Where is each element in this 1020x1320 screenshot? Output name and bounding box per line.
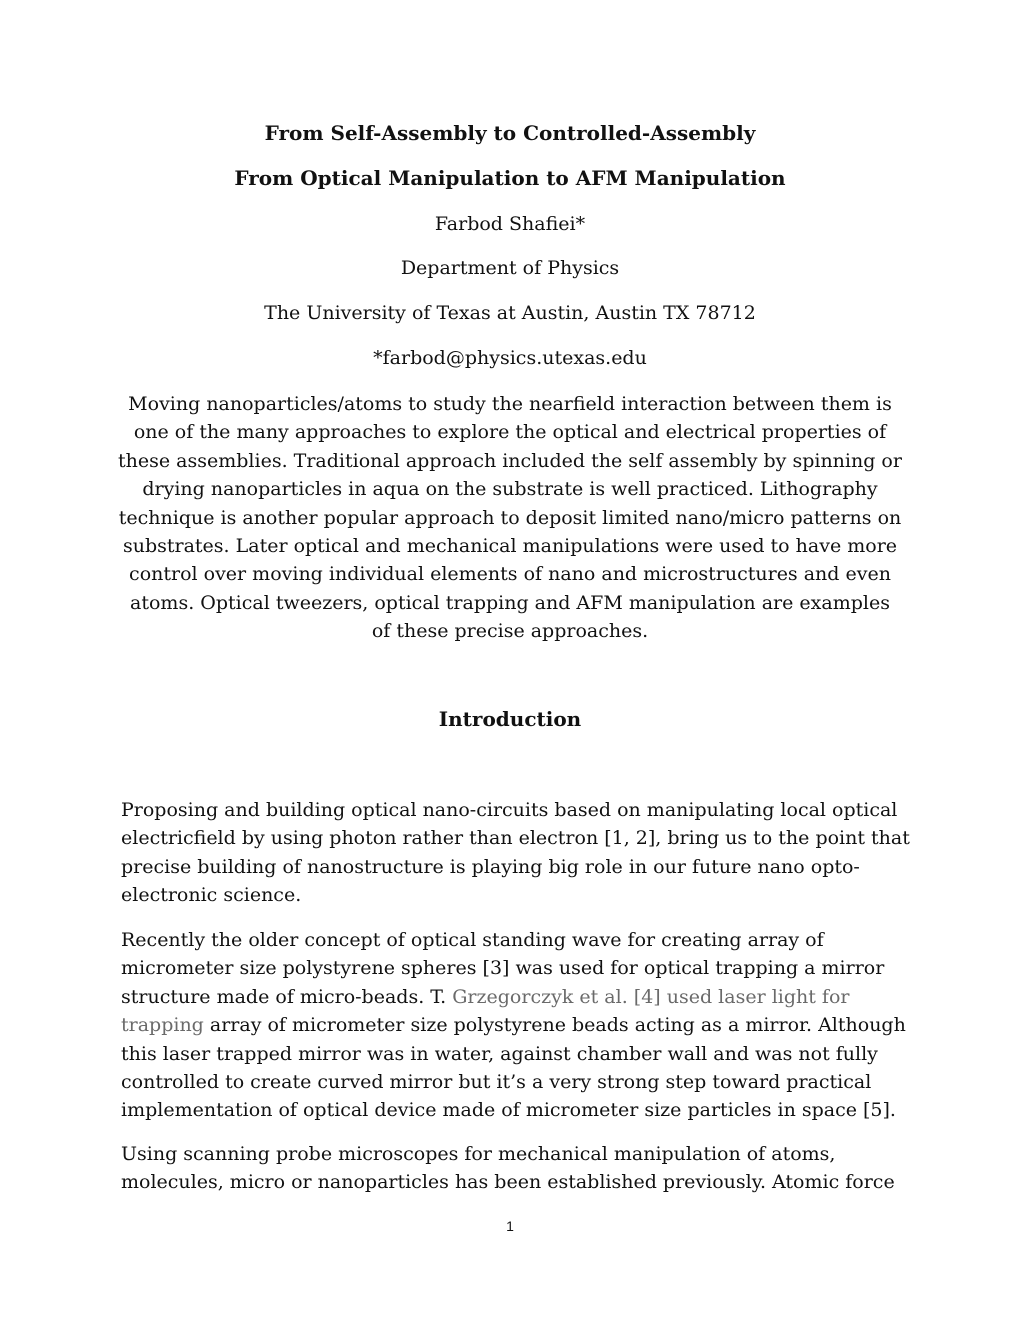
section-heading-introduction: Introduction (438, 707, 582, 731)
intro-paragraph-2 (121, 926, 911, 1125)
author-email: *farbod@physics.utexas.edu (373, 347, 647, 369)
citation-highlight: Grzegorczyk et al. [4] used laser light for trapping (121, 985, 850, 1037)
paragraph-2-text-start: Recently the older concept of optical standing wave for creating array of micrometer size polystyrene spheres [3] was used for optical trapping a mirror structure made of micro-beads. T. (121, 929, 885, 1008)
page-number: 1 (506, 1218, 514, 1234)
intro-paragraph-3: Using scanning probe microscopes for mechanical manipulation of atoms, molecules, micro or nanoparticles has been established previously. Atomic force (121, 1143, 895, 1194)
paragraph-2-text-end: array of micrometer size polystyrene beads acting as a mirror. Although this laser trapped mirror was in water, against chamber wall and was not fully controlled to create curved mirror but it’s a very strong step toward practical implementation of optical device made of micrometer size particles in space [5]. (121, 1014, 906, 1122)
intro-paragraph-1: Proposing and building optical nano-circuits based on manipulating local optical electricfield by using photon rather than electron [1, 2], bring us to the point that precise building of nanostructure is playing big role in our future nano opto-electronic science. (121, 799, 910, 907)
title-line-2: From Optical Manipulation to AFM Manipulation (234, 166, 786, 190)
author-name: Farbod Shafiei* (434, 213, 586, 235)
abstract: Moving nanoparticles/atoms to study the nearfield interaction between them is one of the many approaches to explore the optical and electrical properties of these assemblies. Traditional approach included the self assembly by spinning or drying nanoparticles in aqua on the substrate is well practiced. Lithography technique is another popular approach to deposit limited nano/micro patterns on substrates. Later optical and mechanical manipulations were used to have more control over moving individual elements of nano and microstructures and even atoms. Optical tweezers, optical trapping and AFM manipulation are examples of these precise approaches. (118, 393, 902, 643)
affiliation: The University of Texas at Austin, Austin TX 78712 (264, 302, 756, 324)
department: Department of Physics (400, 257, 620, 279)
title-line-1: From Self-Assembly to Controlled-Assembly (264, 121, 756, 145)
